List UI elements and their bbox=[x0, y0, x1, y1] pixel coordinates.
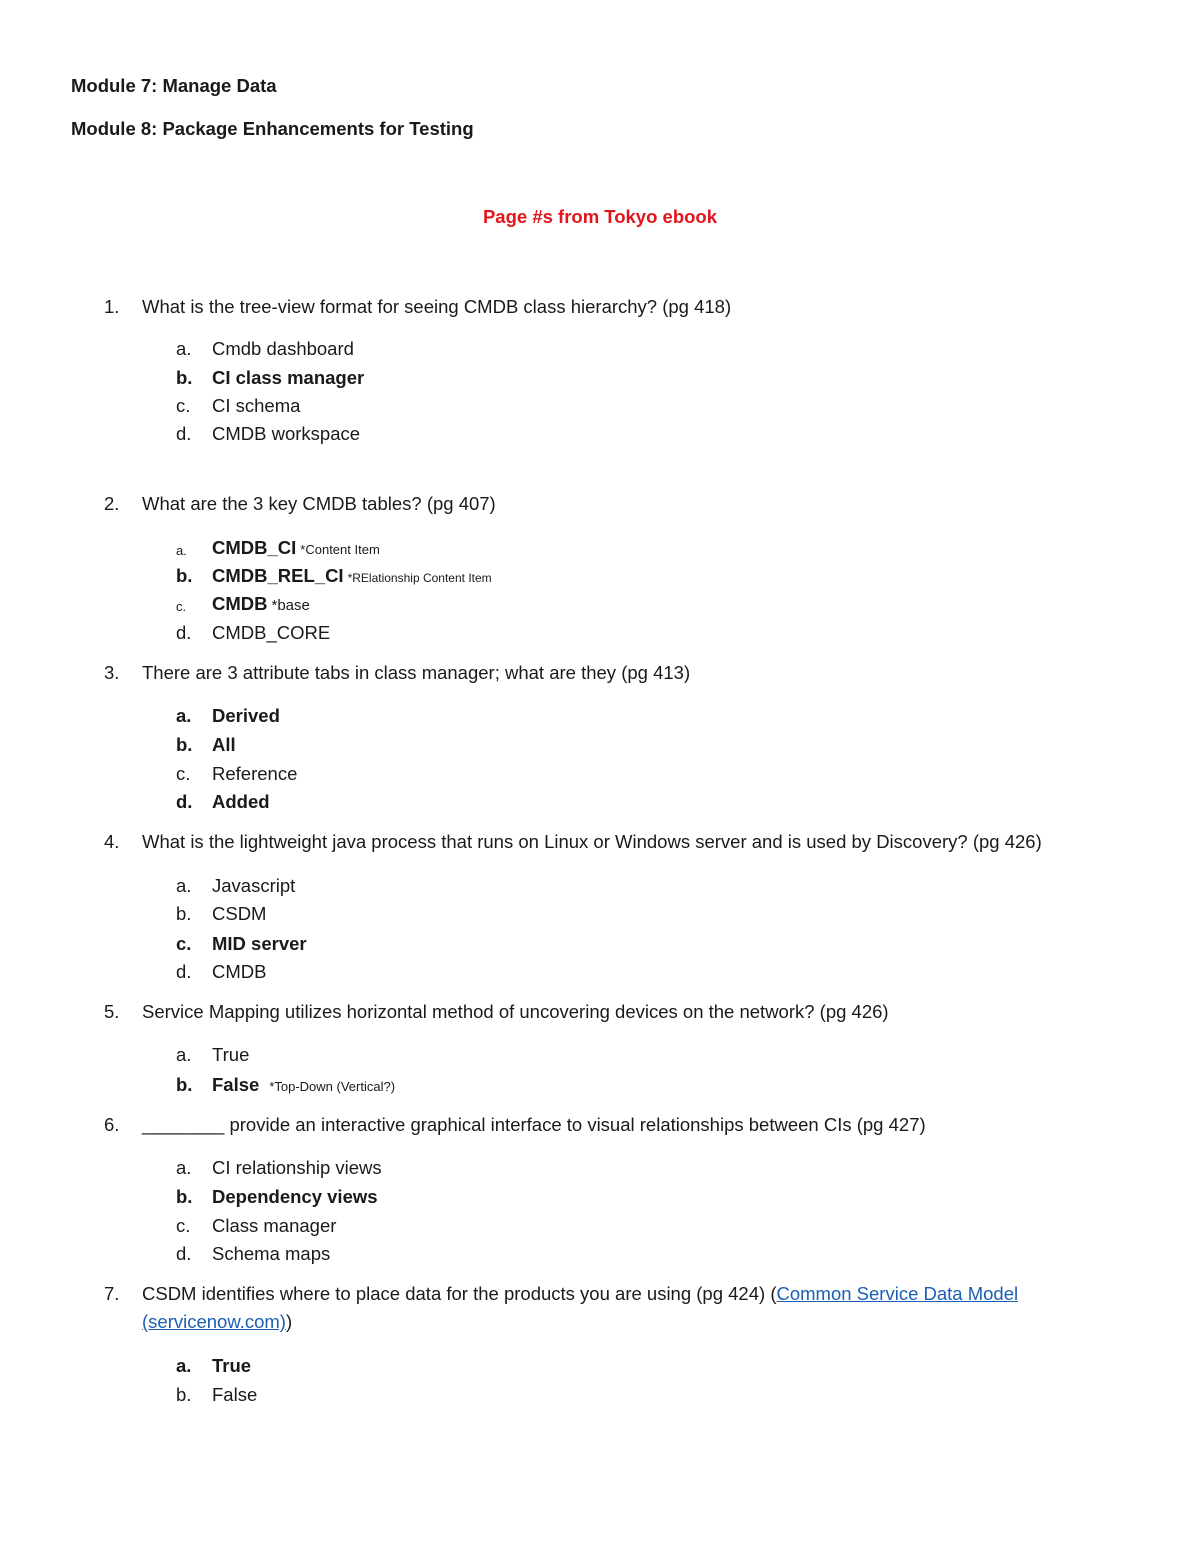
option-text: Added bbox=[212, 791, 270, 812]
option-letter: a. bbox=[176, 338, 192, 359]
option-letter: a. bbox=[176, 1157, 192, 1178]
option-letter: d. bbox=[176, 791, 193, 812]
option-letter: d. bbox=[176, 961, 192, 982]
option-letter: b. bbox=[176, 903, 192, 924]
option-letter: c. bbox=[176, 599, 187, 614]
option-letter: b. bbox=[176, 734, 193, 755]
question-text-after-link: ) bbox=[285, 1311, 293, 1332]
option-letter: c. bbox=[176, 763, 191, 784]
option-text: All bbox=[212, 734, 236, 755]
option-note: *base bbox=[271, 597, 310, 614]
option-letter: d. bbox=[176, 423, 192, 444]
option-note: *Content Item bbox=[300, 542, 380, 557]
option-text: CMDB workspace bbox=[212, 423, 361, 444]
option-text: CMDB_REL_CI bbox=[212, 565, 344, 586]
option-letter: b. bbox=[176, 1074, 193, 1095]
question-text: What is the lightweight java process that runs on Linux or Windows server and is used by Discovery? (pg 426) bbox=[142, 831, 1042, 852]
option-text: CI class manager bbox=[212, 367, 365, 388]
option-text: CMDB_CI bbox=[212, 537, 297, 558]
question-number: 1. bbox=[104, 296, 120, 317]
option-letter: d. bbox=[176, 1243, 192, 1264]
csdm-reference-link[interactable]: Common Service Data Model (servicenow.com) bbox=[142, 1283, 1019, 1332]
option-text: Javascript bbox=[212, 875, 296, 896]
option-letter: b. bbox=[176, 1186, 193, 1207]
option-letter: c. bbox=[176, 933, 192, 954]
option-letter: b. bbox=[176, 367, 193, 388]
question-text: There are 3 attribute tabs in class manager; what are they (pg 413) bbox=[142, 662, 691, 683]
question-number: 2. bbox=[104, 493, 120, 514]
option-letter: b. bbox=[176, 1384, 192, 1405]
option-text: CMDB_CORE bbox=[212, 622, 331, 643]
option-letter: a. bbox=[176, 543, 187, 558]
option-letter: c. bbox=[176, 395, 191, 416]
option-note: *Top-Down (Vertical?) bbox=[269, 1079, 396, 1094]
option-note: *RElationship Content Item bbox=[347, 571, 492, 585]
question-text: What are the 3 key CMDB tables? (pg 407) bbox=[142, 493, 496, 514]
option-text: CMDB bbox=[212, 593, 268, 614]
question-text: Service Mapping utilizes horizontal method of uncovering devices on the network? (pg 426) bbox=[142, 1001, 889, 1022]
option-text: False bbox=[212, 1384, 258, 1405]
question-number: 6. bbox=[104, 1114, 120, 1135]
page-source-subtitle: Page #s from Tokyo ebook bbox=[482, 206, 718, 227]
option-text: CSDM bbox=[212, 903, 267, 924]
option-text: CMDB bbox=[212, 961, 267, 982]
option-letter: a. bbox=[176, 875, 192, 896]
option-letter: b. bbox=[176, 565, 193, 586]
question-text: ________ provide an interactive graphical interface to visual relationships between CIs (pg 427) bbox=[142, 1114, 926, 1135]
option-text: Reference bbox=[212, 763, 298, 784]
question-number: 4. bbox=[104, 831, 120, 852]
option-letter: a. bbox=[176, 705, 192, 726]
option-text: MID server bbox=[212, 933, 307, 954]
option-text: True bbox=[212, 1044, 250, 1065]
question-text: What is the tree-view format for seeing CMDB class hierarchy? (pg 418) bbox=[142, 296, 732, 317]
option-text: Schema maps bbox=[212, 1243, 331, 1264]
option-letter: c. bbox=[176, 1215, 191, 1236]
module8-heading: Module 8: Package Enhancements for Testing bbox=[71, 118, 474, 139]
option-text: False bbox=[212, 1074, 260, 1095]
question-number: 3. bbox=[104, 662, 120, 683]
option-text: CI relationship views bbox=[212, 1157, 382, 1178]
option-text: Derived bbox=[212, 705, 280, 726]
option-text: Dependency views bbox=[212, 1186, 378, 1207]
option-text: CI schema bbox=[212, 395, 301, 416]
question-text bbox=[142, 1280, 1087, 1336]
module7-heading: Module 7: Manage Data bbox=[71, 75, 277, 96]
question-text-before-link: CSDM identifies where to place data for the products you are using (pg 424) ( bbox=[142, 1283, 777, 1304]
option-text: Class manager bbox=[212, 1215, 337, 1236]
question-number: 5. bbox=[104, 1001, 120, 1022]
question-number: 7. bbox=[104, 1283, 120, 1304]
option-text: True bbox=[212, 1355, 252, 1376]
option-letter: d. bbox=[176, 622, 192, 643]
option-letter: a. bbox=[176, 1355, 192, 1376]
option-letter: a. bbox=[176, 1044, 192, 1065]
option-text: Cmdb dashboard bbox=[212, 338, 354, 359]
